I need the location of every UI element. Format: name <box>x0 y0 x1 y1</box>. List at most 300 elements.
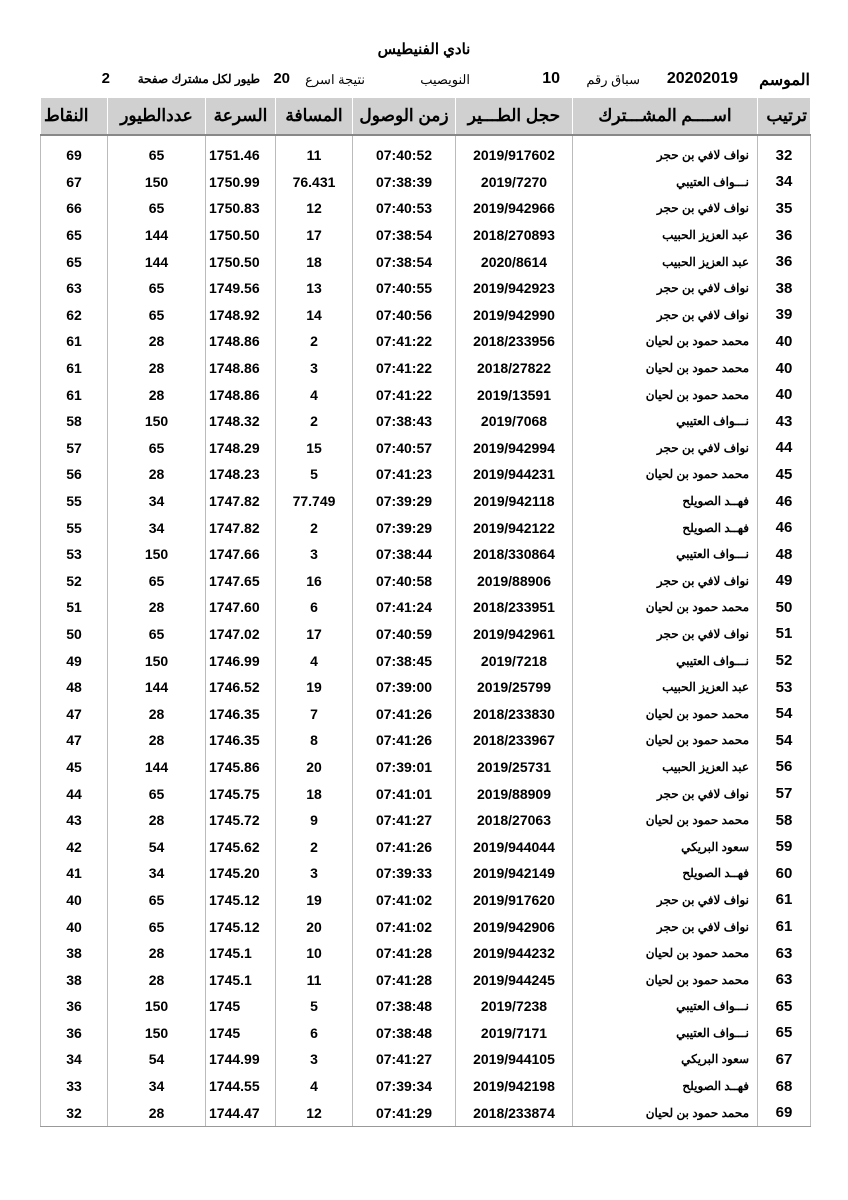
cell-arrival: 07:41:27 <box>353 807 456 834</box>
cell-ring: 2019/944231 <box>456 461 573 488</box>
table-row <box>41 355 811 382</box>
cell-rank: 65 <box>758 1020 811 1047</box>
cell-bird-count: 34 <box>108 488 206 515</box>
cell-arrival: 07:40:57 <box>353 435 456 462</box>
cell-ring: 2019/942923 <box>456 275 573 302</box>
table-row <box>41 568 811 595</box>
cell-distance: 3 <box>276 860 353 887</box>
cell-arrival: 07:39:29 <box>353 488 456 515</box>
result-label: نتيجة اسرع <box>305 72 365 87</box>
cell-arrival: 07:40:53 <box>353 195 456 222</box>
cell-speed: 1744.47 <box>206 1099 276 1126</box>
cell-ring: 2018/233956 <box>456 328 573 355</box>
cell-arrival: 07:41:26 <box>353 700 456 727</box>
table-row <box>41 328 811 355</box>
cell-arrival: 07:41:24 <box>353 594 456 621</box>
table-row <box>41 541 811 568</box>
cell-ring: 2019/942122 <box>456 514 573 541</box>
table-row <box>41 833 811 860</box>
cell-bird-count: 150 <box>108 1020 206 1047</box>
cell-distance: 15 <box>276 435 353 462</box>
cell-rank: 39 <box>758 302 811 329</box>
cell-speed: 1747.02 <box>206 621 276 648</box>
cell-speed: 1745.75 <box>206 780 276 807</box>
cell-points: 62 <box>41 302 108 329</box>
cell-participant: نواف لافي بن حجر <box>573 275 758 302</box>
cell-points: 43 <box>41 807 108 834</box>
cell-points: 61 <box>41 355 108 382</box>
cell-bird-count: 65 <box>108 195 206 222</box>
cell-participant: محمد حمود بن لحيان <box>573 381 758 408</box>
cell-rank: 40 <box>758 381 811 408</box>
cell-rank: 68 <box>758 1073 811 1100</box>
cell-rank: 44 <box>758 435 811 462</box>
table-row <box>41 514 811 541</box>
cell-speed: 1748.92 <box>206 302 276 329</box>
header-bird-count: عددالطيور <box>108 98 206 136</box>
cell-participant: نـــواف العتيبي <box>573 1020 758 1047</box>
cell-arrival: 07:40:56 <box>353 302 456 329</box>
cell-rank: 45 <box>758 461 811 488</box>
cell-bird-count: 28 <box>108 328 206 355</box>
table-row <box>41 408 811 435</box>
cell-bird-count: 28 <box>108 1099 206 1126</box>
cell-arrival: 07:38:54 <box>353 222 456 249</box>
cell-distance: 12 <box>276 195 353 222</box>
cell-distance: 17 <box>276 222 353 249</box>
cell-points: 50 <box>41 621 108 648</box>
header-speed: السرعة <box>206 98 276 136</box>
cell-participant: نواف لافي بن حجر <box>573 780 758 807</box>
cell-speed: 1748.86 <box>206 381 276 408</box>
cell-bird-count: 65 <box>108 435 206 462</box>
cell-speed: 1750.50 <box>206 222 276 249</box>
cell-participant: عبد العزيز الحبيب <box>573 674 758 701</box>
cell-participant: نواف لافي بن حجر <box>573 621 758 648</box>
cell-distance: 17 <box>276 621 353 648</box>
cell-participant: محمد حمود بن لحيان <box>573 966 758 993</box>
cell-distance: 3 <box>276 355 353 382</box>
cell-speed: 1745 <box>206 993 276 1020</box>
table-row <box>41 435 811 462</box>
table-row <box>41 195 811 222</box>
cell-bird-count: 28 <box>108 727 206 754</box>
cell-participant: نـــواف العتيبي <box>573 647 758 674</box>
cell-points: 32 <box>41 1099 108 1126</box>
cell-distance: 3 <box>276 541 353 568</box>
season-label: الموسم <box>759 72 810 89</box>
cell-speed: 1745.1 <box>206 940 276 967</box>
cell-participant: محمد حمود بن لحيان <box>573 1099 758 1126</box>
cell-rank: 67 <box>758 1046 811 1073</box>
cell-participant: نـــواف العتيبي <box>573 169 758 196</box>
cell-speed: 1746.35 <box>206 727 276 754</box>
cell-arrival: 07:39:01 <box>353 754 456 781</box>
cell-points: 56 <box>41 461 108 488</box>
cell-distance: 5 <box>276 993 353 1020</box>
cell-speed: 1750.99 <box>206 169 276 196</box>
cell-arrival: 07:41:26 <box>353 833 456 860</box>
cell-distance: 19 <box>276 887 353 914</box>
cell-speed: 1750.83 <box>206 195 276 222</box>
cell-distance: 3 <box>276 1046 353 1073</box>
table-row <box>41 621 811 648</box>
cell-arrival: 07:39:33 <box>353 860 456 887</box>
cell-points: 67 <box>41 169 108 196</box>
cell-rank: 53 <box>758 674 811 701</box>
cell-rank: 48 <box>758 541 811 568</box>
cell-points: 65 <box>41 248 108 275</box>
cell-distance: 4 <box>276 1073 353 1100</box>
table-row <box>41 966 811 993</box>
cell-bird-count: 28 <box>108 807 206 834</box>
cell-speed: 1745.12 <box>206 887 276 914</box>
cell-rank: 60 <box>758 860 811 887</box>
table-row <box>41 1046 811 1073</box>
cell-arrival: 07:39:00 <box>353 674 456 701</box>
cell-speed: 1744.99 <box>206 1046 276 1073</box>
cell-ring: 2019/88906 <box>456 568 573 595</box>
cell-rank: 36 <box>758 222 811 249</box>
table-row <box>41 1020 811 1047</box>
cell-arrival: 07:41:01 <box>353 780 456 807</box>
cell-points: 55 <box>41 514 108 541</box>
cell-participant: محمد حمود بن لحيان <box>573 940 758 967</box>
table-row <box>41 700 811 727</box>
cell-speed: 1747.82 <box>206 514 276 541</box>
cell-bird-count: 28 <box>108 461 206 488</box>
cell-speed: 1748.23 <box>206 461 276 488</box>
cell-ring: 2020/8614 <box>456 248 573 275</box>
cell-speed: 1747.65 <box>206 568 276 595</box>
cell-points: 36 <box>41 1020 108 1047</box>
cell-bird-count: 28 <box>108 594 206 621</box>
table-row <box>41 302 811 329</box>
cell-participant: نواف لافي بن حجر <box>573 435 758 462</box>
cell-points: 36 <box>41 993 108 1020</box>
table-row <box>41 248 811 275</box>
table-row <box>41 169 811 196</box>
cell-bird-count: 54 <box>108 1046 206 1073</box>
header-row <box>41 98 811 136</box>
cell-points: 41 <box>41 860 108 887</box>
cell-speed: 1751.46 <box>206 135 276 169</box>
cell-arrival: 07:39:34 <box>353 1073 456 1100</box>
cell-points: 55 <box>41 488 108 515</box>
cell-rank: 56 <box>758 754 811 781</box>
cell-arrival: 07:40:52 <box>353 135 456 169</box>
cell-arrival: 07:38:43 <box>353 408 456 435</box>
cell-arrival: 07:41:02 <box>353 887 456 914</box>
cell-ring: 2018/233874 <box>456 1099 573 1126</box>
cell-bird-count: 54 <box>108 833 206 860</box>
cell-ring: 2019/13591 <box>456 381 573 408</box>
cell-distance: 77.749 <box>276 488 353 515</box>
cell-distance: 2 <box>276 833 353 860</box>
cell-distance: 2 <box>276 514 353 541</box>
cell-participant: محمد حمود بن لحيان <box>573 727 758 754</box>
cell-distance: 12 <box>276 1099 353 1126</box>
cell-participant: نواف لافي بن حجر <box>573 913 758 940</box>
cell-bird-count: 28 <box>108 940 206 967</box>
race-label: سباق رقم <box>586 72 640 87</box>
table-row <box>41 1099 811 1126</box>
cell-participant: محمد حمود بن لحيان <box>573 807 758 834</box>
cell-ring: 2018/27822 <box>456 355 573 382</box>
cell-rank: 35 <box>758 195 811 222</box>
cell-points: 38 <box>41 966 108 993</box>
cell-distance: 20 <box>276 913 353 940</box>
cell-points: 57 <box>41 435 108 462</box>
cell-distance: 13 <box>276 275 353 302</box>
cell-ring: 2019/942118 <box>456 488 573 515</box>
cell-points: 33 <box>41 1073 108 1100</box>
cell-arrival: 07:41:28 <box>353 966 456 993</box>
per-label: طيور لكل مشترك صفحة <box>137 72 260 86</box>
cell-speed: 1748.86 <box>206 328 276 355</box>
results-table <box>40 97 811 1127</box>
header-arrival: زمن الوصول <box>353 98 456 136</box>
cell-ring: 2018/233967 <box>456 727 573 754</box>
cell-rank: 49 <box>758 568 811 595</box>
cell-ring: 2018/233830 <box>456 700 573 727</box>
cell-bird-count: 65 <box>108 887 206 914</box>
cell-bird-count: 150 <box>108 993 206 1020</box>
cell-distance: 20 <box>276 754 353 781</box>
cell-arrival: 07:40:58 <box>353 568 456 595</box>
cell-participant: فهــد الصويلح <box>573 488 758 515</box>
table-row <box>41 222 811 249</box>
cell-points: 44 <box>41 780 108 807</box>
cell-rank: 63 <box>758 966 811 993</box>
birds-count: 20 <box>273 70 290 87</box>
cell-arrival: 07:39:29 <box>353 514 456 541</box>
cell-ring: 2019/7171 <box>456 1020 573 1047</box>
table-row <box>41 807 811 834</box>
cell-bird-count: 144 <box>108 674 206 701</box>
cell-distance: 4 <box>276 381 353 408</box>
cell-points: 47 <box>41 700 108 727</box>
cell-rank: 61 <box>758 913 811 940</box>
cell-points: 66 <box>41 195 108 222</box>
cell-distance: 16 <box>276 568 353 595</box>
cell-participant: نـــواف العتيبي <box>573 408 758 435</box>
cell-distance: 11 <box>276 135 353 169</box>
cell-ring: 2018/233951 <box>456 594 573 621</box>
header-participant: اســــم المشـــترك <box>573 98 758 136</box>
cell-speed: 1746.35 <box>206 700 276 727</box>
cell-participant: محمد حمود بن لحيان <box>573 461 758 488</box>
cell-arrival: 07:41:23 <box>353 461 456 488</box>
table-row <box>41 594 811 621</box>
cell-ring: 2019/917620 <box>456 887 573 914</box>
cell-distance: 6 <box>276 1020 353 1047</box>
cell-rank: 63 <box>758 940 811 967</box>
cell-rank: 69 <box>758 1099 811 1126</box>
cell-participant: نواف لافي بن حجر <box>573 302 758 329</box>
header-rank: ترتيب <box>758 98 811 136</box>
cell-rank: 59 <box>758 833 811 860</box>
cell-ring: 2018/270893 <box>456 222 573 249</box>
cell-ring: 2019/944044 <box>456 833 573 860</box>
cell-points: 40 <box>41 887 108 914</box>
cell-rank: 65 <box>758 993 811 1020</box>
table-row <box>41 860 811 887</box>
cell-points: 42 <box>41 833 108 860</box>
cell-rank: 50 <box>758 594 811 621</box>
table-row <box>41 135 811 169</box>
cell-arrival: 07:38:44 <box>353 541 456 568</box>
cell-distance: 5 <box>276 461 353 488</box>
cell-points: 52 <box>41 568 108 595</box>
table-row <box>41 727 811 754</box>
cell-points: 61 <box>41 381 108 408</box>
cell-speed: 1748.86 <box>206 355 276 382</box>
cell-points: 40 <box>41 913 108 940</box>
header-ring: حجل الطـــير <box>456 98 573 136</box>
cell-bird-count: 150 <box>108 169 206 196</box>
cell-speed: 1746.99 <box>206 647 276 674</box>
cell-points: 48 <box>41 674 108 701</box>
cell-ring: 2019/7270 <box>456 169 573 196</box>
cell-rank: 40 <box>758 355 811 382</box>
table-row <box>41 647 811 674</box>
cell-rank: 32 <box>758 135 811 169</box>
cell-distance: 76.431 <box>276 169 353 196</box>
cell-rank: 38 <box>758 275 811 302</box>
table-row <box>41 381 811 408</box>
cell-arrival: 07:41:22 <box>353 355 456 382</box>
cell-bird-count: 65 <box>108 302 206 329</box>
cell-bird-count: 65 <box>108 135 206 169</box>
cell-participant: نواف لافي بن حجر <box>573 195 758 222</box>
table-row <box>41 993 811 1020</box>
header-distance: المسافة <box>276 98 353 136</box>
cell-rank: 52 <box>758 647 811 674</box>
club-title: نادي الفنيطيس <box>377 41 471 58</box>
cell-participant: عبد العزيز الحبيب <box>573 754 758 781</box>
cell-points: 47 <box>41 727 108 754</box>
cell-participant: سعود البريكي <box>573 833 758 860</box>
cell-points: 49 <box>41 647 108 674</box>
cell-points: 51 <box>41 594 108 621</box>
cell-bird-count: 150 <box>108 647 206 674</box>
table-row <box>41 754 811 781</box>
cell-rank: 54 <box>758 700 811 727</box>
cell-distance: 18 <box>276 248 353 275</box>
header-points: النقاط <box>41 98 108 136</box>
cell-participant: محمد حمود بن لحيان <box>573 594 758 621</box>
cell-distance: 11 <box>276 966 353 993</box>
cell-distance: 14 <box>276 302 353 329</box>
cell-bird-count: 28 <box>108 355 206 382</box>
cell-points: 53 <box>41 541 108 568</box>
cell-bird-count: 65 <box>108 913 206 940</box>
cell-rank: 36 <box>758 248 811 275</box>
cell-rank: 57 <box>758 780 811 807</box>
cell-speed: 1745.72 <box>206 807 276 834</box>
cell-ring: 2019/942990 <box>456 302 573 329</box>
cell-participant: نـــواف العتيبي <box>573 541 758 568</box>
cell-arrival: 07:41:29 <box>353 1099 456 1126</box>
cell-participant: فهــد الصويلح <box>573 514 758 541</box>
cell-rank: 46 <box>758 514 811 541</box>
cell-arrival: 07:41:22 <box>353 328 456 355</box>
cell-rank: 61 <box>758 887 811 914</box>
cell-bird-count: 65 <box>108 568 206 595</box>
cell-ring: 2019/88909 <box>456 780 573 807</box>
cell-ring: 2019/25731 <box>456 754 573 781</box>
cell-arrival: 07:41:02 <box>353 913 456 940</box>
cell-ring: 2019/942149 <box>456 860 573 887</box>
cell-points: 38 <box>41 940 108 967</box>
cell-speed: 1745.62 <box>206 833 276 860</box>
cell-ring: 2019/944232 <box>456 940 573 967</box>
cell-participant: سعود البريكي <box>573 1046 758 1073</box>
cell-arrival: 07:38:45 <box>353 647 456 674</box>
table-row <box>41 1073 811 1100</box>
cell-speed: 1745.12 <box>206 913 276 940</box>
cell-participant: فهــد الصويلح <box>573 1073 758 1100</box>
cell-participant: نواف لافي بن حجر <box>573 887 758 914</box>
table-row <box>41 674 811 701</box>
cell-distance: 4 <box>276 647 353 674</box>
cell-points: 58 <box>41 408 108 435</box>
cell-arrival: 07:41:22 <box>353 381 456 408</box>
cell-ring: 2019/7068 <box>456 408 573 435</box>
table-row <box>41 780 811 807</box>
cell-points: 65 <box>41 222 108 249</box>
cell-rank: 46 <box>758 488 811 515</box>
season-value: 20202019 <box>666 70 738 87</box>
cell-arrival: 07:38:48 <box>353 1020 456 1047</box>
cell-speed: 1748.32 <box>206 408 276 435</box>
cell-speed: 1745.1 <box>206 966 276 993</box>
cell-bird-count: 28 <box>108 381 206 408</box>
cell-arrival: 07:40:59 <box>353 621 456 648</box>
cell-ring: 2019/944105 <box>456 1046 573 1073</box>
table-row <box>41 275 811 302</box>
cell-distance: 7 <box>276 700 353 727</box>
cell-distance: 10 <box>276 940 353 967</box>
cell-bird-count: 144 <box>108 222 206 249</box>
cell-bird-count: 65 <box>108 275 206 302</box>
cell-arrival: 07:38:48 <box>353 993 456 1020</box>
cell-points: 69 <box>41 135 108 169</box>
cell-bird-count: 144 <box>108 754 206 781</box>
page-number: 2 <box>101 70 110 87</box>
cell-ring: 2018/27063 <box>456 807 573 834</box>
cell-speed: 1750.50 <box>206 248 276 275</box>
cell-distance: 19 <box>276 674 353 701</box>
cell-rank: 51 <box>758 621 811 648</box>
cell-bird-count: 65 <box>108 780 206 807</box>
cell-rank: 34 <box>758 169 811 196</box>
cell-ring: 2019/942994 <box>456 435 573 462</box>
cell-distance: 8 <box>276 727 353 754</box>
cell-rank: 40 <box>758 328 811 355</box>
cell-points: 63 <box>41 275 108 302</box>
table-row <box>41 488 811 515</box>
cell-ring: 2019/917602 <box>456 135 573 169</box>
cell-ring: 2019/7238 <box>456 993 573 1020</box>
cell-arrival: 07:41:28 <box>353 940 456 967</box>
cell-speed: 1747.60 <box>206 594 276 621</box>
table-row <box>41 461 811 488</box>
cell-speed: 1745.20 <box>206 860 276 887</box>
cell-distance: 9 <box>276 807 353 834</box>
cell-bird-count: 65 <box>108 621 206 648</box>
